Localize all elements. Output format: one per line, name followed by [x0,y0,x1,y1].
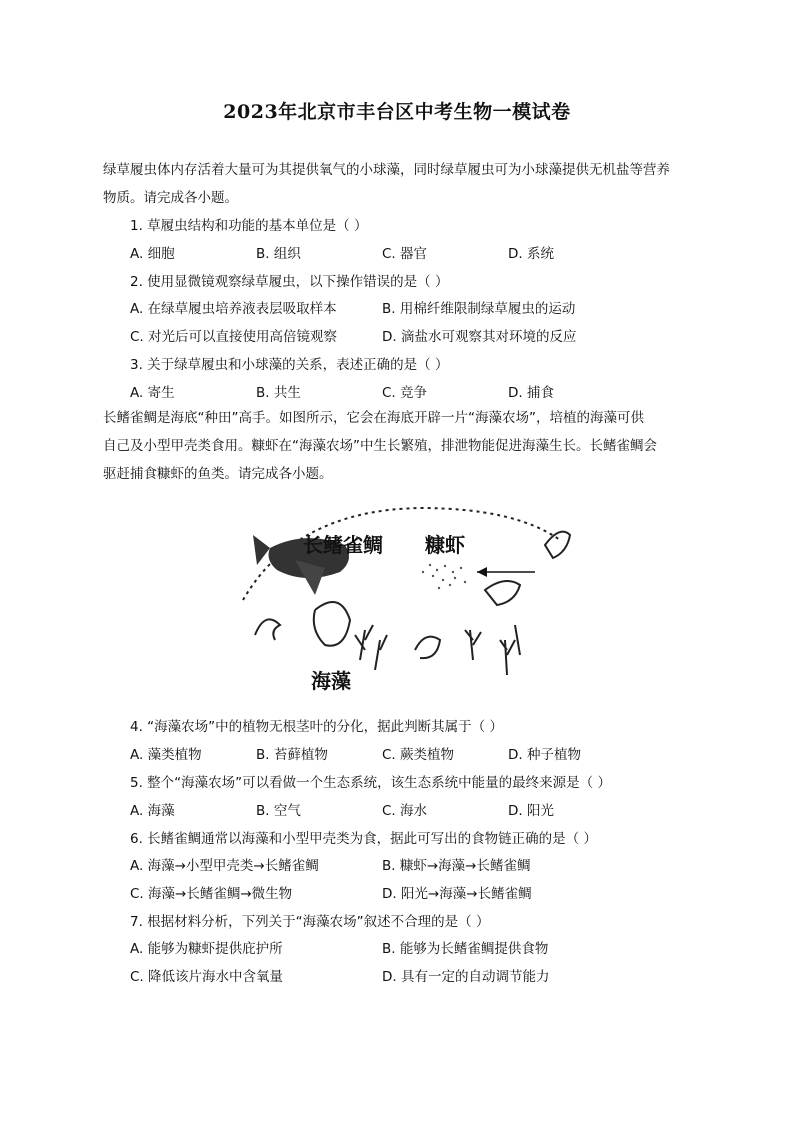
question-7-option-c[interactable]: C. 降低该片海水中含氧量 [130,969,284,985]
question-2-option-c[interactable]: C. 对光后可以直接使用高倍镜观察 [130,329,338,345]
question-6-options-row-1 [130,856,610,876]
question-2-option-a[interactable]: A. 在绿草履虫培养液表层吸取样本 [130,301,337,317]
question-2-stem: 2. 使用显微镜观察绿草履虫，以下操作错误的是（ ） [130,274,449,290]
label-damselfish: 长鳍雀鲷 [303,533,383,557]
question-7-options-row-2 [130,967,610,987]
question-4-option-b[interactable]: B. 苔藓植物 [256,747,328,763]
question-5-options [130,801,610,821]
question-7-option-a[interactable]: A. 能够为糠虾提供庇护所 [130,941,283,957]
question-1-stem: 1. 草履虫结构和功能的基本单位是（ ） [130,218,368,234]
question-4-option-d[interactable]: D. 种子植物 [508,747,581,763]
question-5-option-b[interactable]: B. 空气 [256,803,301,819]
passage-1 [103,156,695,212]
question-5-option-a[interactable]: A. 海藻 [130,803,175,819]
question-6-option-d[interactable]: D. 阳光→海藻→长鳍雀鲷 [382,886,532,902]
question-7-stem: 7. 根据材料分析，下列关于“海藻农场”叙述不合理的是（ ） [130,914,490,930]
question-3-option-c[interactable]: C. 竞争 [382,385,428,401]
question-7-option-d[interactable]: D. 具有一定的自动调节能力 [382,969,550,985]
question-3-option-a[interactable]: A. 寄生 [130,385,175,401]
passage-2-line-1: 长鳍雀鲷是海底“种田”高手。如图所示，它会在海底开辟一片“海藻农场”，培植的海藻可供 [103,410,644,426]
page-title: 2023年北京市丰台区中考生物一模试卷 [223,101,571,123]
question-6-option-b[interactable]: B. 糠虾→海藻→长鳍雀鲷 [382,858,531,874]
predator-fish-shape [545,532,570,558]
algae-farm-figure [215,490,585,695]
label-shrimp: 糠虾 [425,533,465,557]
question-4-options [130,745,610,765]
question-5-option-c[interactable]: C. 海水 [382,803,428,819]
question-5-option-d[interactable]: D. 阳光 [508,803,554,819]
passage-2 [103,404,695,488]
question-6-stem: 6. 长鳍雀鲷通常以海藻和小型甲壳类为食，据此可写出的食物链正确的是（ ） [130,831,597,847]
question-5-stem: 5. 整个“海藻农场”可以看做一个生态系统，该生态系统中能量的最终来源是（ ） [130,775,611,791]
question-3-option-b[interactable]: B. 共生 [256,385,301,401]
question-2-options-row-2 [130,327,610,347]
algae-clumps [255,581,520,675]
question-2-option-b[interactable]: B. 用棉纤维限制绿草履虫的运动 [382,301,576,317]
question-7-options-row-1 [130,939,610,959]
question-3-options [130,383,610,403]
algae-farm-illustration [215,490,585,695]
shrimp-swarm [422,564,466,589]
question-2-options-row-1 [130,299,610,319]
question-4-stem: 4. “海藻农场”中的植物无根茎叶的分化，据此判断其属于（ ） [130,719,503,735]
question-1-option-a[interactable]: A. 细胞 [130,246,175,262]
question-1-option-c[interactable]: C. 器官 [382,246,428,262]
question-4-option-a[interactable]: A. 藻类植物 [130,747,202,763]
question-6-options-row-2 [130,884,610,904]
question-6-option-c[interactable]: C. 海藻→长鳍雀鲷→微生物 [130,886,293,902]
label-algae: 海藻 [311,669,351,693]
question-1-options [130,244,610,264]
passage-1-line-2: 物质。请完成各小题。 [103,190,238,206]
question-6-option-a[interactable]: A. 海藻→小型甲壳类→长鳍雀鲷 [130,858,319,874]
question-3-stem: 3. 关于绿草履虫和小球藻的关系，表述正确的是（ ） [130,357,449,373]
question-1-option-d[interactable]: D. 系统 [508,246,554,262]
question-7-option-b[interactable]: B. 能够为长鳍雀鲷提供食物 [382,941,549,957]
question-1-option-b[interactable]: B. 组织 [256,246,301,262]
passage-1-line-1: 绿草履虫体内存活着大量可为其提供氧气的小球藻，同时绿草履虫可为小球藻提供无机盐等营养 [103,162,670,178]
question-2-option-d[interactable]: D. 滴盐水可观察其对环境的反应 [382,329,577,345]
arrow-head [477,567,487,577]
passage-2-line-3: 驱赶捕食糠虾的鱼类。请完成各小题。 [103,466,333,482]
question-3-option-d[interactable]: D. 捕食 [508,385,554,401]
passage-2-line-2: 自己及小型甲壳类食用。糠虾在“海藻农场”中生长繁殖，排泄物能促进海藻生长。长鳍雀鲷会 [103,438,657,454]
question-4-option-c[interactable]: C. 蕨类植物 [382,747,455,763]
